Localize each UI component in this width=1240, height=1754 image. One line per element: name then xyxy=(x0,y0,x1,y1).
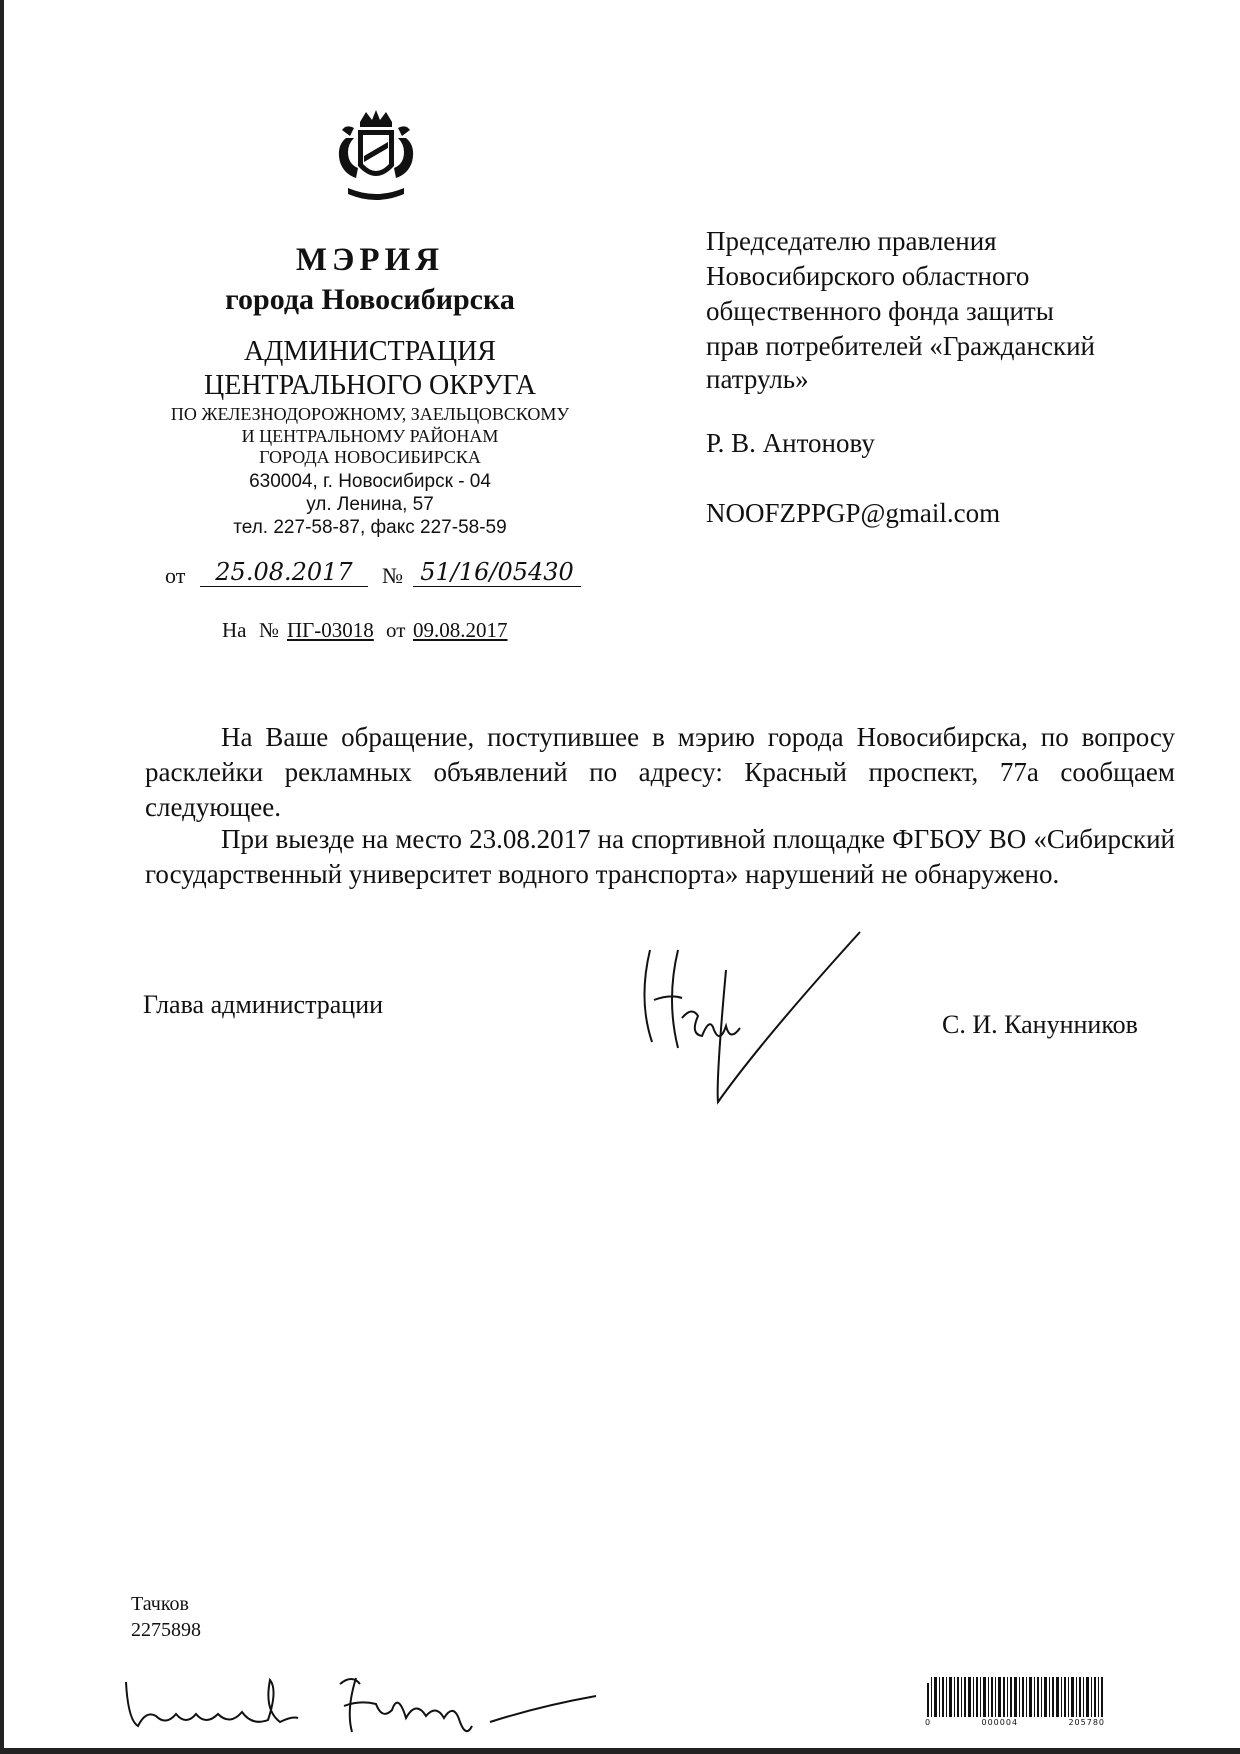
reference-number-sign: № xyxy=(259,618,280,642)
scan-edge-left xyxy=(0,0,4,1754)
reference-from-word: от xyxy=(386,618,406,642)
organization-city: города Новосибирска xyxy=(225,283,515,316)
registration-number-prefix: № xyxy=(382,563,403,588)
city-coat-of-arms-icon xyxy=(330,108,422,208)
barcode-icon xyxy=(925,1677,1105,1717)
recipient-name: Р. В. Антонову xyxy=(706,428,875,458)
contact-phones: тел. 227-58-87, факс 227-58-59 xyxy=(233,517,507,538)
executor-phone: 2275898 xyxy=(131,1619,201,1641)
recipient-line3: общественного фонда защиты xyxy=(706,296,1054,326)
registration-date-value: 25.08.2017 xyxy=(200,558,368,587)
registration-date-prefix: от xyxy=(165,563,186,588)
barcode-digits-left: 0 xyxy=(925,1718,932,1727)
organization-title: МЭРИЯ xyxy=(295,242,445,278)
reference-prefix: На xyxy=(222,618,247,642)
barcode-digits-right: 205780 xyxy=(1068,1718,1105,1727)
executor-name: Тачков xyxy=(131,1593,189,1615)
recipient-line1: Председателю правления xyxy=(706,226,997,256)
barcode-number xyxy=(925,1718,1105,1727)
signatory-name: С. И. Канунников xyxy=(942,1010,1138,1039)
administration-title-line1: АДМИНИСТРАЦИЯ xyxy=(244,336,496,367)
recipient-line5: патруль» xyxy=(706,364,809,394)
reference-date: 09.08.2017 xyxy=(413,618,508,642)
scan-edge-bottom xyxy=(0,1748,1240,1754)
districts-line1: ПО ЖЕЛЕЗНОДОРОЖНОМУ, ЗАЕЛЬЦОВСКОМУ xyxy=(170,404,570,424)
handwritten-initials-icon xyxy=(120,1670,600,1740)
recipient-line4: прав потребителей «Гражданский xyxy=(706,331,1095,361)
barcode-digits-middle: 000004 xyxy=(981,1718,1019,1727)
administration-title-line2: ЦЕНТРАЛЬНОГО ОКРУГА xyxy=(203,370,537,401)
handwritten-signature-icon xyxy=(630,930,870,1110)
recipient-email: NOOFZPPGP@gmail.com xyxy=(706,498,1001,528)
address-line2: ул. Ленина, 57 xyxy=(306,494,434,515)
districts-line2: И ЦЕНТРАЛЬНОМУ РАЙОНАМ xyxy=(241,426,499,446)
reference-number: ПГ-03018 xyxy=(287,618,374,642)
body-paragraph-2: При выезде на место 23.08.2017 на спортивной площадке ФГБОУ ВО «Сибирский государственный университет водного транспорта» нарушений не обнаружено. xyxy=(145,824,1175,889)
registration-number-value: 51/16/05430 xyxy=(413,558,581,587)
address-line1: 630004, г. Новосибирск - 04 xyxy=(249,471,491,492)
signatory-position: Глава администрации xyxy=(143,990,384,1019)
recipient-line2: Новосибирского областного xyxy=(706,261,1030,291)
body-paragraph-1: На Ваше обращение, поступившее в мэрию города Новосибирска, по вопросу расклейки рекламных объявлений по адресу: Красный проспект, 77а сообщаем следующее. xyxy=(145,722,1175,822)
districts-line3: ГОРОДА НОВОСИБИРСКА xyxy=(259,447,481,467)
